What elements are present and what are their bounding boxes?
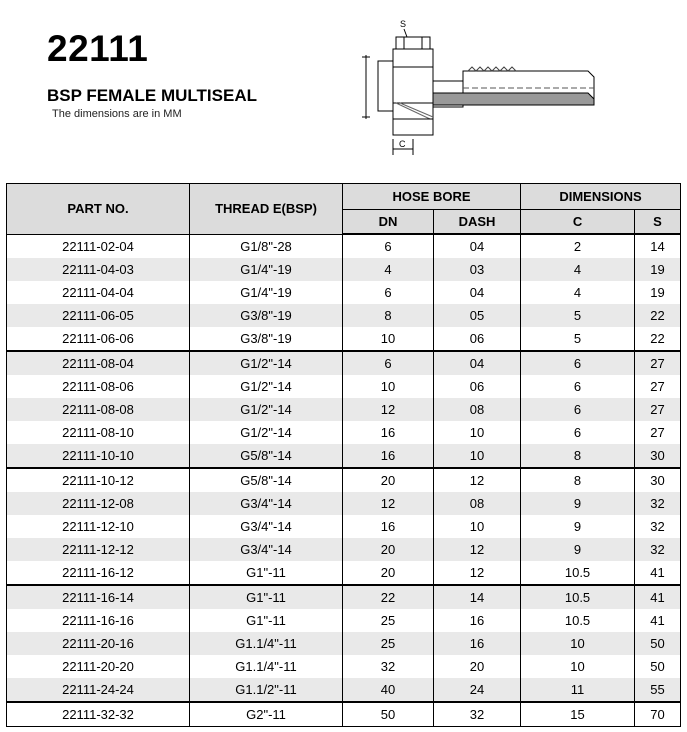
drawing-label-s: S (400, 19, 407, 29)
cell-dash: 04 (434, 351, 521, 375)
cell-c: 10 (521, 632, 635, 655)
cell-dash: 04 (434, 281, 521, 304)
cell-part: 22111-10-10 (7, 444, 190, 468)
header-dn: DN (343, 210, 434, 235)
cell-thread: G1/2"-14 (190, 375, 343, 398)
table-row (7, 398, 681, 421)
cell-dash: 10 (434, 421, 521, 444)
cell-dash: 04 (434, 234, 521, 258)
table-row (7, 492, 681, 515)
cell-s: 27 (635, 375, 681, 398)
cell-dash: 16 (434, 632, 521, 655)
cell-dash: 12 (434, 561, 521, 585)
table-row (7, 281, 681, 304)
cell-thread: G3/4"-14 (190, 538, 343, 561)
cell-dn: 20 (343, 561, 434, 585)
units-note: The dimensions are in MM (52, 108, 182, 120)
spec-table-body (7, 234, 681, 727)
cell-thread: G1/4"-19 (190, 281, 343, 304)
table-row (7, 234, 681, 258)
table-row (7, 609, 681, 632)
cell-part: 22111-16-14 (7, 585, 190, 609)
cell-thread: G3/4"-14 (190, 492, 343, 515)
cell-dash: 06 (434, 375, 521, 398)
cell-part: 22111-10-12 (7, 468, 190, 492)
cell-part: 22111-20-16 (7, 632, 190, 655)
header-part-no: PART NO. (7, 184, 190, 235)
cell-thread: G1.1/4"-11 (190, 632, 343, 655)
table-row (7, 421, 681, 444)
cell-c: 8 (521, 444, 635, 468)
cell-c: 9 (521, 492, 635, 515)
cell-dn: 8 (343, 304, 434, 327)
cell-part: 22111-02-04 (7, 234, 190, 258)
cell-dash: 24 (434, 678, 521, 702)
fitting-drawing (338, 5, 600, 157)
cell-thread: G5/8"-14 (190, 468, 343, 492)
cell-part: 22111-24-24 (7, 678, 190, 702)
cell-s: 30 (635, 468, 681, 492)
cell-part: 22111-12-10 (7, 515, 190, 538)
cell-s: 32 (635, 538, 681, 561)
cell-c: 2 (521, 234, 635, 258)
cell-s: 41 (635, 609, 681, 632)
table-row (7, 468, 681, 492)
cell-s: 41 (635, 585, 681, 609)
cell-dn: 10 (343, 375, 434, 398)
cell-c: 11 (521, 678, 635, 702)
cell-dn: 16 (343, 444, 434, 468)
cell-dn: 16 (343, 515, 434, 538)
cell-s: 50 (635, 632, 681, 655)
table-row (7, 632, 681, 655)
table-row (7, 678, 681, 702)
cell-c: 4 (521, 258, 635, 281)
cell-c: 5 (521, 327, 635, 351)
cell-c: 8 (521, 468, 635, 492)
cell-dn: 20 (343, 468, 434, 492)
cell-dash: 10 (434, 515, 521, 538)
cell-dn: 22 (343, 585, 434, 609)
cell-s: 27 (635, 421, 681, 444)
cell-part: 22111-04-03 (7, 258, 190, 281)
cell-dn: 4 (343, 258, 434, 281)
cell-thread: G3/4"-14 (190, 515, 343, 538)
cell-s: 19 (635, 281, 681, 304)
header-thread: THREAD E(BSP) (190, 184, 343, 235)
cell-dn: 6 (343, 234, 434, 258)
cell-s: 22 (635, 327, 681, 351)
cell-thread: G1/2"-14 (190, 421, 343, 444)
spec-table (6, 183, 681, 727)
cell-c: 6 (521, 398, 635, 421)
drawing-label-c: C (399, 139, 406, 149)
cell-dash: 03 (434, 258, 521, 281)
cell-part: 22111-04-04 (7, 281, 190, 304)
cell-thread: G2"-11 (190, 702, 343, 727)
cell-part: 22111-20-20 (7, 655, 190, 678)
cell-part: 22111-16-16 (7, 609, 190, 632)
cell-s: 30 (635, 444, 681, 468)
product-subtitle: BSP FEMALE MULTISEAL (47, 86, 257, 105)
header-dash: DASH (434, 210, 521, 235)
cell-s: 27 (635, 398, 681, 421)
cell-c: 4 (521, 281, 635, 304)
cell-part: 22111-12-12 (7, 538, 190, 561)
table-row (7, 351, 681, 375)
table-row (7, 304, 681, 327)
cell-c: 6 (521, 351, 635, 375)
cell-part: 22111-32-32 (7, 702, 190, 727)
cell-part: 22111-16-12 (7, 561, 190, 585)
cell-c: 10.5 (521, 609, 635, 632)
table-row (7, 444, 681, 468)
cell-dn: 32 (343, 655, 434, 678)
cell-dash: 08 (434, 492, 521, 515)
cell-dn: 25 (343, 632, 434, 655)
cell-s: 19 (635, 258, 681, 281)
cell-s: 50 (635, 655, 681, 678)
cell-dn: 50 (343, 702, 434, 727)
cell-thread: G3/8"-19 (190, 304, 343, 327)
cell-part: 22111-08-08 (7, 398, 190, 421)
cell-dash: 05 (434, 304, 521, 327)
cell-thread: G1"-11 (190, 585, 343, 609)
cell-c: 9 (521, 538, 635, 561)
cell-s: 14 (635, 234, 681, 258)
table-row (7, 702, 681, 727)
cell-thread: G3/8"-19 (190, 327, 343, 351)
cell-thread: G1.1/4"-11 (190, 655, 343, 678)
cell-thread: G1"-11 (190, 561, 343, 585)
table-row (7, 585, 681, 609)
table-row (7, 375, 681, 398)
cell-thread: G1/2"-14 (190, 398, 343, 421)
cell-s: 41 (635, 561, 681, 585)
cell-dn: 16 (343, 421, 434, 444)
cell-part: 22111-08-10 (7, 421, 190, 444)
cell-c: 5 (521, 304, 635, 327)
cell-dn: 12 (343, 398, 434, 421)
cell-c: 10.5 (521, 561, 635, 585)
cell-s: 55 (635, 678, 681, 702)
cell-s: 32 (635, 492, 681, 515)
header-dimensions: DIMENSIONS (521, 184, 681, 210)
cell-s: 32 (635, 515, 681, 538)
cell-c: 6 (521, 421, 635, 444)
cell-dash: 08 (434, 398, 521, 421)
cell-thread: G1.1/2"-11 (190, 678, 343, 702)
table-row (7, 561, 681, 585)
cell-thread: G1/8"-28 (190, 234, 343, 258)
cell-dn: 20 (343, 538, 434, 561)
cell-dash: 12 (434, 538, 521, 561)
cell-part: 22111-06-05 (7, 304, 190, 327)
cell-c: 10.5 (521, 585, 635, 609)
cell-dn: 6 (343, 351, 434, 375)
cell-dash: 06 (434, 327, 521, 351)
cell-s: 27 (635, 351, 681, 375)
cell-dash: 12 (434, 468, 521, 492)
cell-dn: 40 (343, 678, 434, 702)
header-hose-bore: HOSE BORE (343, 184, 521, 210)
cell-s: 22 (635, 304, 681, 327)
cell-thread: G1/2"-14 (190, 351, 343, 375)
cell-c: 9 (521, 515, 635, 538)
cell-part: 22111-08-04 (7, 351, 190, 375)
cell-dash: 14 (434, 585, 521, 609)
cell-dn: 6 (343, 281, 434, 304)
cell-s: 70 (635, 702, 681, 727)
table-row (7, 258, 681, 281)
cell-thread: G1"-11 (190, 609, 343, 632)
cell-thread: G5/8"-14 (190, 444, 343, 468)
table-row (7, 538, 681, 561)
cell-dn: 10 (343, 327, 434, 351)
cell-dash: 10 (434, 444, 521, 468)
cell-dn: 12 (343, 492, 434, 515)
cell-dn: 25 (343, 609, 434, 632)
cell-c: 10 (521, 655, 635, 678)
cell-dash: 20 (434, 655, 521, 678)
cell-thread: G1/4"-19 (190, 258, 343, 281)
cell-part: 22111-08-06 (7, 375, 190, 398)
table-row (7, 327, 681, 351)
cell-dash: 16 (434, 609, 521, 632)
product-code: 22111 (47, 28, 149, 69)
header-c: C (521, 210, 635, 235)
cell-part: 22111-06-06 (7, 327, 190, 351)
cell-c: 15 (521, 702, 635, 727)
table-row (7, 655, 681, 678)
table-row (7, 515, 681, 538)
cell-dash: 32 (434, 702, 521, 727)
cell-c: 6 (521, 375, 635, 398)
cell-part: 22111-12-08 (7, 492, 190, 515)
header-s: S (635, 210, 681, 235)
